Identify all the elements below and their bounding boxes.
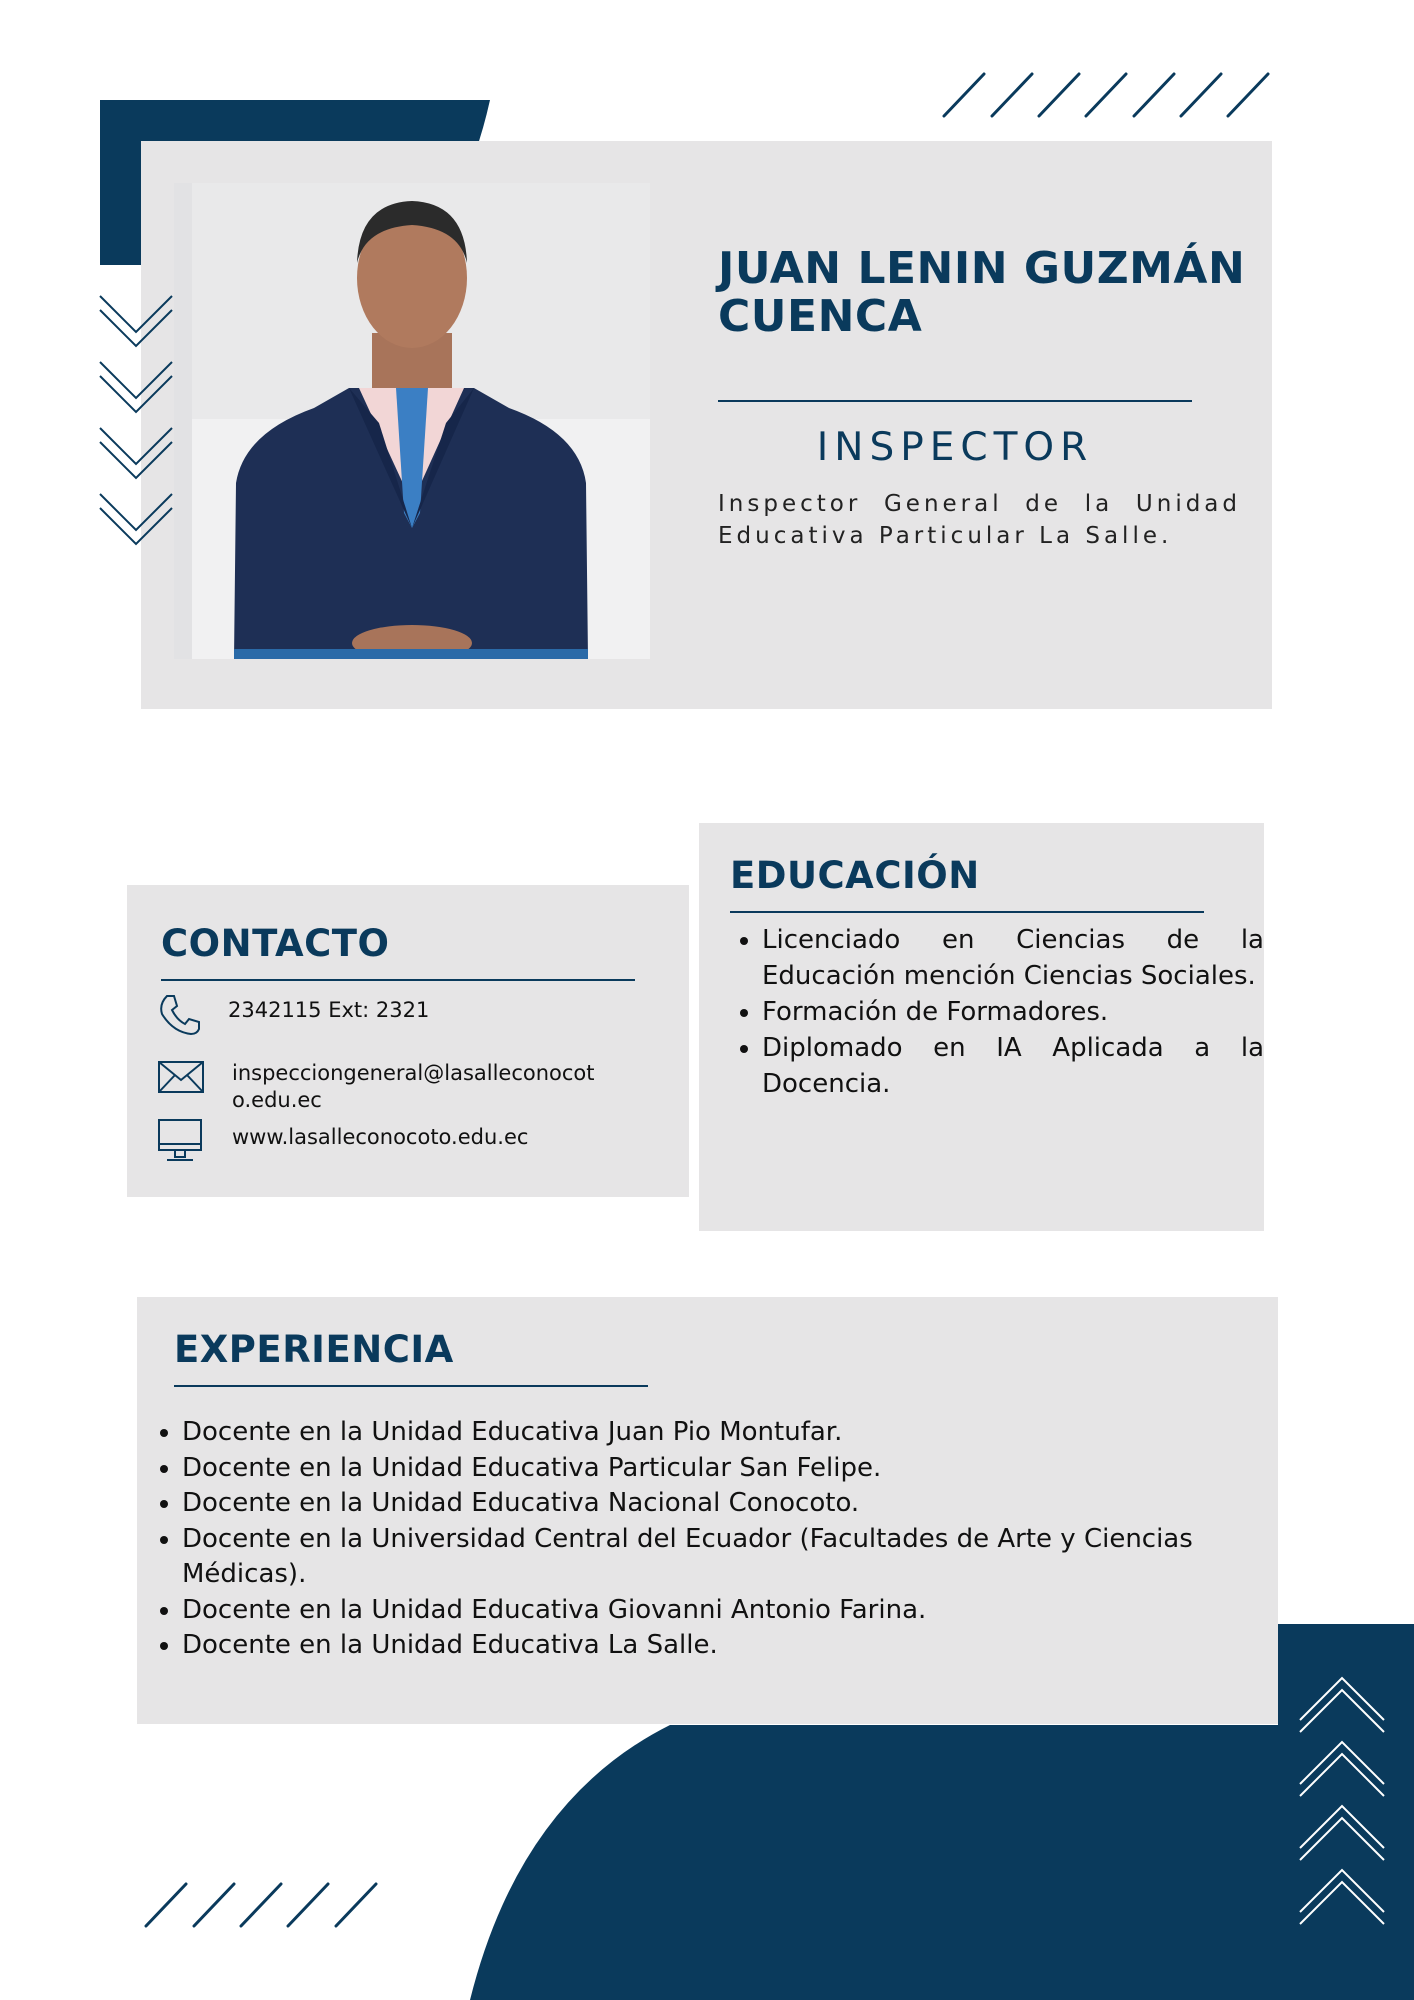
phone-number: 2342115 Ext: 2321: [228, 998, 430, 1022]
top-right-slashes: [938, 70, 1278, 130]
person-role: INSPECTOR: [816, 425, 1094, 470]
email-line-2[interactable]: o.edu.ec: [232, 1088, 322, 1112]
list-item: • Docente en la Unidad Educativa Giovanni Antonio Farina.: [182, 1593, 1292, 1629]
bottom-left-slashes: [140, 1880, 390, 1940]
contact-title: CONTACTO: [161, 922, 390, 965]
list-item: • Docente en la Unidad Educativa Particular San Felipe.: [182, 1451, 1292, 1487]
email-line-1[interactable]: inspecciongeneral@lasalleconocot: [232, 1061, 595, 1085]
chevron-down-icon: [98, 292, 178, 552]
website-link[interactable]: www.lasalleconocoto.edu.ec: [232, 1125, 529, 1149]
experience-title: EXPERIENCIA: [174, 1328, 454, 1371]
list-item: • Formación de Formadores.: [762, 994, 1264, 1030]
list-item: • Docente en la Unidad Educativa Nacional Conocoto.: [182, 1486, 1292, 1522]
education-divider: [730, 911, 1204, 913]
person-name: JUAN LENIN GUZMÁN CUENCA: [718, 243, 1246, 342]
monitor-icon: [157, 1117, 205, 1165]
list-item: • Diplomado en IA Aplicada a la Docencia.: [762, 1030, 1264, 1102]
list-item: • Docente en la Unidad Educativa La Salle.: [182, 1628, 1292, 1664]
chevron-up-icon: [1296, 1676, 1392, 1936]
contact-divider: [161, 979, 635, 981]
envelope-icon: [158, 1061, 204, 1093]
experience-divider: [174, 1385, 648, 1387]
list-item: • Licenciado en Ciencias de la Educación mención Ciencias Sociales.: [762, 922, 1264, 994]
list-item: • Docente en la Unidad Educativa Juan Pio Montufar.: [182, 1415, 1292, 1451]
experience-list: [150, 1415, 1292, 1664]
education-list: [730, 922, 1264, 1102]
phone-icon: [157, 992, 203, 1038]
list-item: • Docente en la Universidad Central del Ecuador (Facultades de Arte y Ciencias Médicas).: [182, 1522, 1292, 1593]
profile-photo: [174, 183, 650, 659]
role-description: Inspector General de la Unidad Educativa Particular La Salle.: [718, 491, 1241, 549]
education-title: EDUCACIÓN: [730, 854, 980, 897]
name-divider: [718, 400, 1192, 402]
